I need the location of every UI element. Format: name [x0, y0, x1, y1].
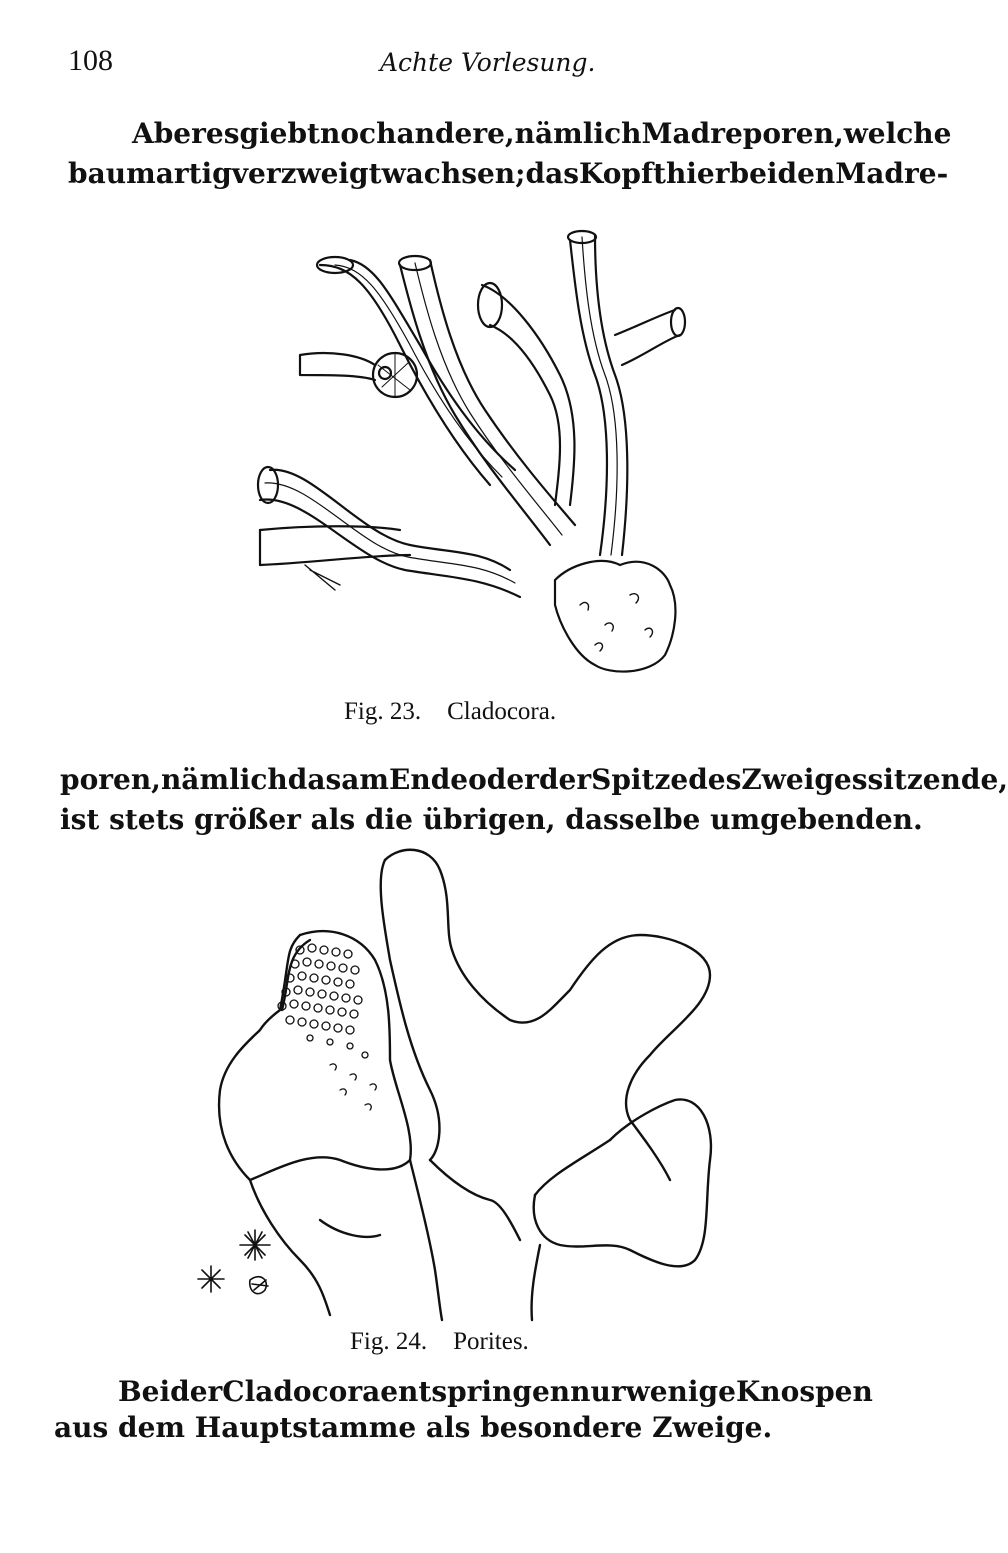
word: nämlich	[514, 117, 642, 150]
paragraph-2-line-2: ist stets größer als die übrigen, dasselbe umgebenden.	[60, 803, 923, 836]
word: des	[688, 763, 742, 796]
figure-24-caption	[350, 1328, 529, 1356]
word: Ende	[389, 763, 469, 796]
word: poren,	[60, 763, 161, 796]
page-number: 108	[68, 44, 113, 77]
paragraph-1-line-1	[132, 114, 952, 154]
word: Madreporen,	[641, 117, 844, 150]
word: der	[170, 1375, 223, 1408]
word: andere,	[396, 117, 515, 150]
figure-title: Porites.	[453, 1328, 529, 1355]
word: Bei	[118, 1375, 171, 1408]
paragraph-1-line-2	[68, 154, 949, 194]
word: bei	[729, 157, 778, 190]
word: verzweigt	[231, 157, 382, 190]
word: oder	[468, 763, 539, 796]
cladocora-illustration	[250, 225, 690, 685]
word: sitzende,	[867, 763, 1008, 796]
word: giebt	[239, 117, 320, 150]
word: wenige	[625, 1375, 736, 1408]
word: Aber	[132, 117, 206, 150]
word: baumartig	[68, 157, 232, 190]
word: das	[287, 763, 342, 796]
word: Cladocora	[222, 1375, 381, 1408]
word: entspringen	[380, 1375, 571, 1408]
paragraph-2-line-1	[60, 760, 1008, 800]
word: Zweiges	[741, 763, 868, 796]
word: noch	[320, 117, 397, 150]
word: nämlich	[160, 763, 288, 796]
word: nur	[570, 1375, 626, 1408]
word: Spitze	[591, 763, 689, 796]
word: am	[341, 763, 390, 796]
porites-illustration	[190, 840, 730, 1320]
paragraph-3-line-2: aus dem Hauptstamme als besondere Zweige.	[54, 1411, 773, 1444]
word: wachsen;	[381, 157, 526, 190]
figure-title: Cladocora.	[447, 698, 557, 725]
word: welche	[843, 117, 952, 150]
word: Madre-	[835, 157, 949, 190]
figure-23-caption	[344, 698, 556, 726]
running-title: Achte Vorlesung.	[380, 48, 596, 77]
word: Knospen	[735, 1375, 873, 1408]
paragraph-3-line-1	[118, 1372, 873, 1412]
word: es	[205, 117, 240, 150]
figure-number: Fig. 23.	[344, 698, 422, 725]
word: der	[538, 763, 592, 796]
word: Kopfthier	[578, 157, 730, 190]
word: den	[777, 157, 836, 190]
figure-number: Fig. 24.	[350, 1328, 428, 1355]
word: das	[525, 157, 579, 190]
